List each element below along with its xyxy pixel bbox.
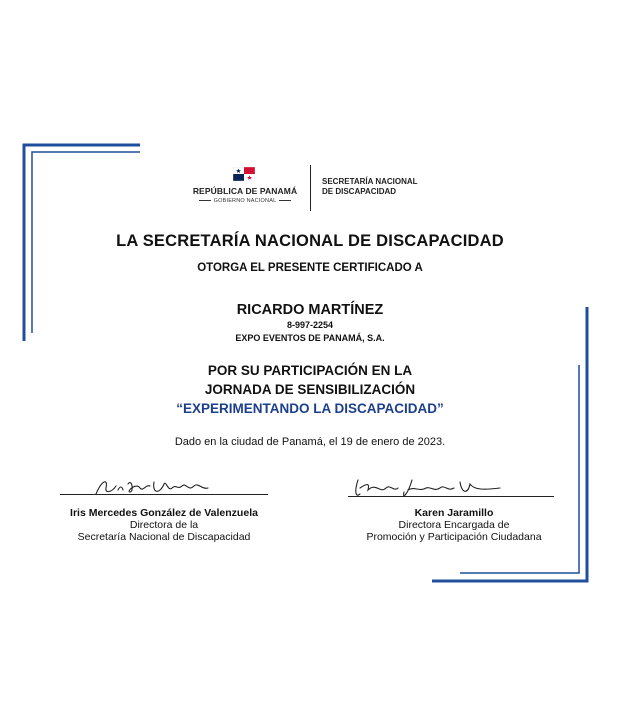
header-divider	[310, 165, 311, 211]
certificate-title: LA SECRETARÍA NACIONAL DE DISCAPACIDAD	[116, 232, 504, 250]
signature-line-right	[348, 496, 554, 497]
signature-left	[90, 474, 220, 500]
signatory-left-name: Iris Mercedes González de Valenzuela	[70, 507, 258, 519]
recipient-id: 8-997-2254	[286, 320, 334, 330]
signatory-right	[320, 507, 588, 543]
secretariat-logo-text: SECRETARÍA NACIONAL DE DISCAPACIDAD	[322, 177, 418, 196]
grants-text: OTORGA EL PRESENTE CERTIFICADO A	[197, 262, 423, 274]
signatory-right-title-1: Directora Encargada de	[398, 519, 510, 531]
republic-name: REPÚBLICA DE PANAMÁ	[192, 186, 298, 196]
date-line: Dado en la ciudad de Panamá, el 19 de enero de 2023.	[174, 436, 446, 448]
recipient-company: EXPO EVENTOS DE PANAMÁ, S.A.	[235, 333, 385, 343]
signature-right	[350, 476, 520, 502]
reason-line-2: JORNADA DE SENSIBILIZACIÓN	[204, 382, 416, 397]
signature-line-left	[60, 494, 268, 495]
signatory-right-name: Karen Jaramillo	[414, 507, 494, 519]
event-name: “EXPERIMENTANDO LA DISCAPACIDAD”	[176, 401, 444, 416]
certificate-header	[0, 162, 620, 212]
panama-flag-icon	[233, 167, 255, 181]
republic-subtitle: GOBIERNO NACIONAL	[190, 198, 300, 204]
signatory-left-title-1: Directora de la	[129, 519, 199, 531]
reason-line-1: POR SU PARTICIPACIÓN EN LA	[207, 363, 413, 378]
signatory-left-title-2: Secretaría Nacional de Discapacidad	[77, 531, 251, 543]
signatory-right-title-2: Promoción y Participación Ciudadana	[366, 531, 542, 543]
recipient-name: RICARDO MARTÍNEZ	[236, 302, 384, 318]
signatory-left	[30, 507, 298, 543]
